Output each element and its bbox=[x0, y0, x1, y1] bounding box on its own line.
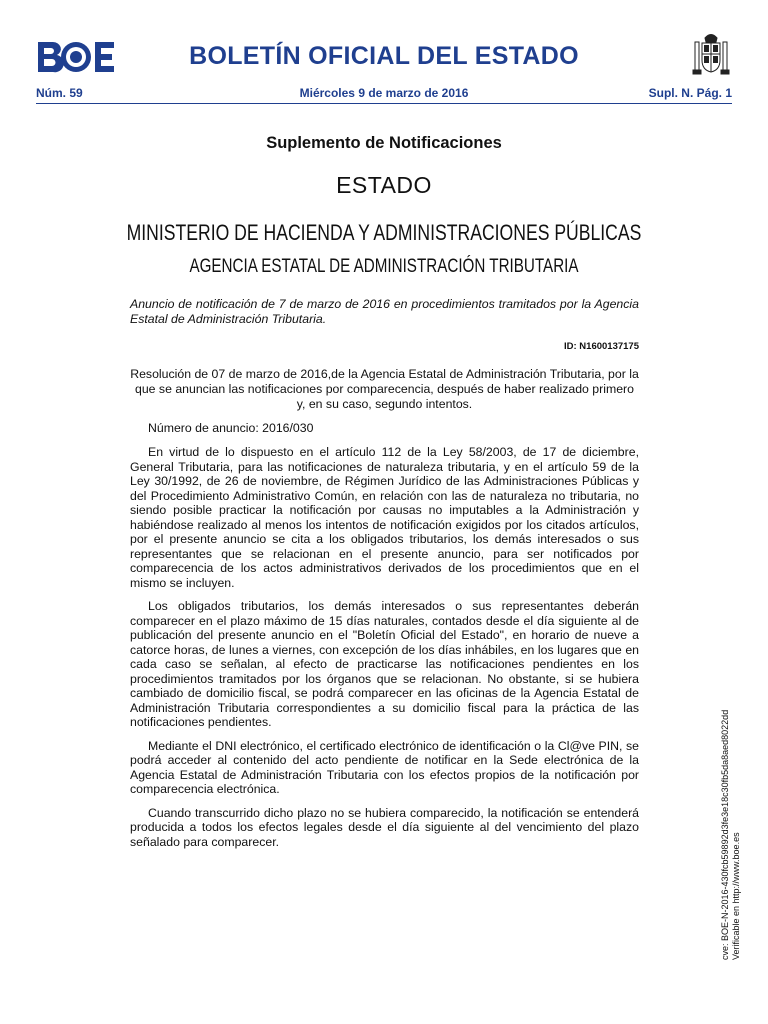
body-paragraph: Los obligados tributarios, los demás interesados o sus representantes deberán comparecer en el plazo máximo de 15 días naturales, contados desde el día siguiente al de publicación del presente anuncio en el "Boletín Oficial del Estado", en horario de nueve a catorce horas, de lunes a viernes, con excepción de los días inhábiles, en los lugares que en cada caso se señalan, al efecto de practicarse las notificaciones pendientes en los procedimientos tramitados por los órganos que se relacionan. No obstante, si se hubiera cambiado de domicilio fiscal, se podrá comparecer en las oficinas de la Agencia Estatal de Administración Tributaria correspondientes a su domicilio fiscal para la práctica de las notificaciones pendientes. bbox=[130, 599, 639, 729]
announcement-number: Número de anuncio: 2016/030 bbox=[148, 421, 314, 435]
section-title: ESTADO bbox=[336, 172, 432, 198]
issue-line bbox=[36, 86, 732, 102]
document-id: ID: N1600137175 bbox=[564, 341, 639, 352]
page-number: Supl. N. Pág. 1 bbox=[648, 86, 732, 100]
coat-of-arms-icon bbox=[688, 30, 734, 80]
boe-logo bbox=[36, 40, 116, 74]
masthead-title: BOLETÍN OFICIAL DEL ESTADO bbox=[189, 42, 579, 70]
document-body bbox=[130, 445, 639, 858]
body-paragraph: Cuando transcurrido dicho plazo no se hubiera comparecido, la notificación se entenderá producida a todos los efectos legales desde el día siguiente al del vencimiento del plazo señalado para comparecer. bbox=[130, 805, 639, 849]
announcement-title: Anuncio de notificación de 7 de marzo de 2016 en procedimientos tramitados por la Agencia Estatal de Administración Tributaria. bbox=[130, 297, 639, 326]
body-paragraph: En virtud de lo dispuesto en el artículo 112 de la Ley 58/2003, de 17 de diciembre, General Tributaria, para las notificaciones de naturaleza tributaria, y en el artículo 59 de la Ley 30/1992, de 26 de noviembre, de Régimen Jurídico de las Administraciones Públicas y del Procedimiento Administrativo Común, en relación con las de naturaleza no tributaria, no siendo posible practicar la notificación por causas no imputables a la Administración y habiéndose realizado al menos los intentos de notificación exigidos por los citados artículos, por el presente anuncio se cita a los obligados tributarios, los demás interesados o sus representantes que se relacionan en el presente anuncio, para ser notificados por comparecencia de los actos administrativos derivados de los procedimientos que en el mismo se incluyen. bbox=[130, 445, 639, 590]
verification-code: cve: BOE-N-2016-430fcb59892d3fe3e18c30fb5da8aed8022dd bbox=[720, 709, 730, 960]
resolution-text: Resolución de 07 de marzo de 2016,de la Agencia Estatal de Administración Tributaria, por la que se anuncian las notificaciones por comparecencia, después de haber realizado primero y, en su caso, segundo intentos. bbox=[130, 367, 639, 411]
issue-date: Miércoles 9 de marzo de 2016 bbox=[299, 86, 469, 100]
supplement-title: Suplemento de Notificaciones bbox=[266, 134, 502, 152]
body-paragraph: Mediante el DNI electrónico, el certificado electrónico de identificación o la Cl@ve PIN, se podrá acceder al contenido del acto pendiente de notificar en la Sede electrónica de la Agencia Estatal de Administración Tributaria con los efectos propios de la notificación por comparecencia electrónica. bbox=[130, 738, 639, 796]
verification-url: Verificable en http://www.boe.es bbox=[731, 832, 741, 960]
issue-number: Núm. 59 bbox=[36, 86, 83, 100]
agency-title: AGENCIA ESTATAL DE ADMINISTRACIÓN TRIBUTARIA bbox=[189, 256, 579, 277]
ministry-title: MINISTERIO DE HACIENDA Y ADMINISTRACIONES PÚBLICAS bbox=[126, 220, 642, 245]
header-divider bbox=[36, 103, 732, 104]
verification-sidebar bbox=[720, 700, 748, 960]
